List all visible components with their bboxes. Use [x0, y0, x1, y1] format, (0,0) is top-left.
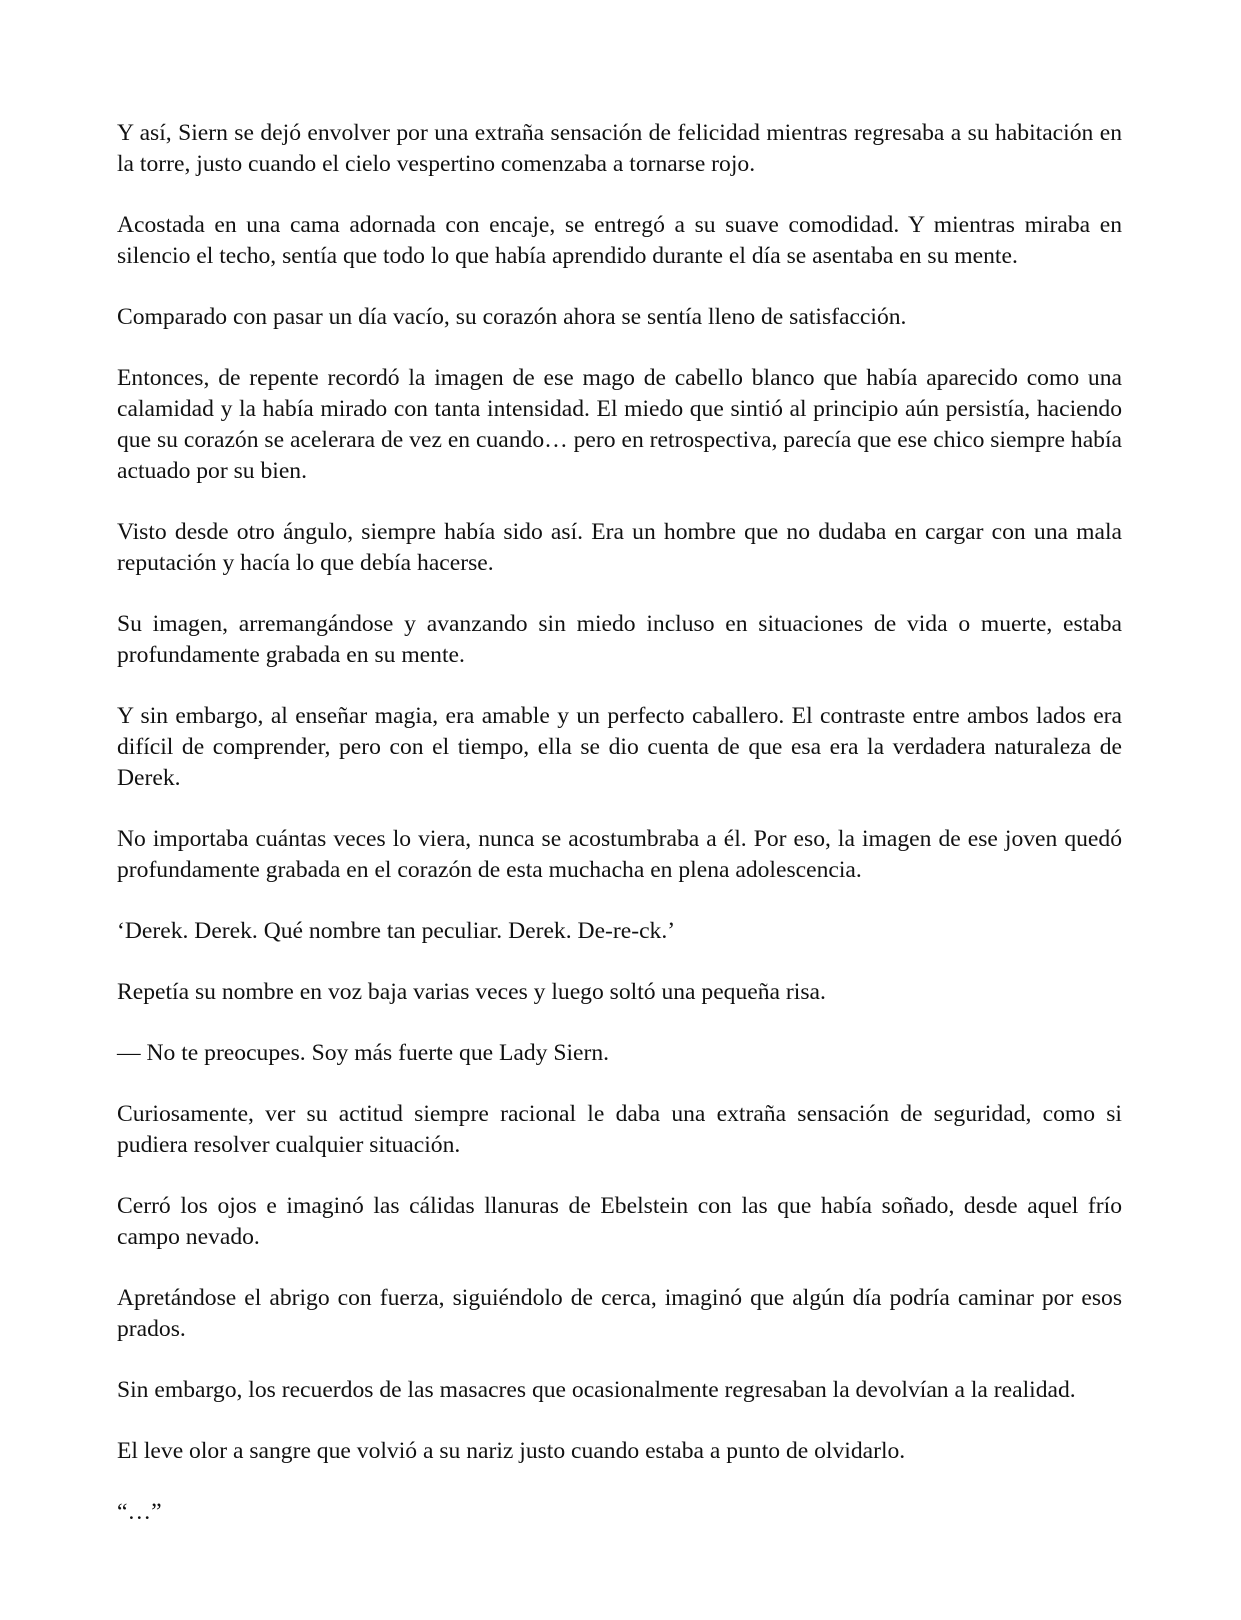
paragraph-13: Cerró los ojos e imaginó las cálidas llanuras de Ebelstein con las que había soñado, desde aquel frío campo nevado. [117, 1193, 1122, 1250]
paragraph-8: No importaba cuántas veces lo viera, nunca se acostumbraba a él. Por eso, la imagen de ese joven quedó profundamente grabada en el corazón de esta muchacha en plena adolescencia. [117, 826, 1122, 883]
paragraph-4: Entonces, de repente recordó la imagen de ese mago de cabello blanco que había aparecido como una calamidad y la había mirado con tanta intensidad. El miedo que sintió al principio aún persistía, haciendo que su corazón se acelerara de vez en cuando… pero en retrospectiva, parecía que ese chico siempre había actuado por su bien. [117, 365, 1122, 484]
paragraph-2: Acostada en una cama adornada con encaje, se entregó a su suave comodidad. Y mientras miraba en silencio el techo, sentía que todo lo que había aprendido durante el día se asentaba en su mente. [117, 212, 1122, 269]
paragraph-11: — No te preocupes. Soy más fuerte que Lady Siern. [117, 1040, 610, 1066]
paragraph-1: Y así, Siern se dejó envolver por una extraña sensación de felicidad mientras regresaba a su habitación en la torre, justo cuando el cielo vespertino comenzaba a tornarse rojo. [117, 120, 1122, 177]
paragraph-5: Visto desde otro ángulo, siempre había sido así. Era un hombre que no dudaba en cargar con una mala reputación y hacía lo que debía hacerse. [117, 519, 1122, 576]
paragraph-10: Repetía su nombre en voz baja varias veces y luego soltó una pequeña risa. [117, 979, 826, 1005]
paragraph-7: Y sin embargo, al enseñar magia, era amable y un perfecto caballero. El contraste entre ambos lados era difícil de comprender, pero con el tiempo, ella se dio cuenta de que esa era la verdadera naturaleza de Derek. [117, 703, 1122, 791]
paragraph-9: ‘Derek. Derek. Qué nombre tan peculiar. Derek. De-re-ck.’ [117, 918, 676, 944]
paragraph-14: Apretándose el abrigo con fuerza, siguiéndolo de cerca, imaginó que algún día podría caminar por esos prados. [117, 1285, 1122, 1342]
paragraph-3: Comparado con pasar un día vacío, su corazón ahora se sentía lleno de satisfacción. [117, 304, 907, 330]
paragraph-16: El leve olor a sangre que volvió a su nariz justo cuando estaba a punto de olvidarlo. [117, 1438, 906, 1464]
paragraph-15: Sin embargo, los recuerdos de las masacres que ocasionalmente regresaban la devolvían a la realidad. [117, 1377, 1076, 1403]
paragraph-6: Su imagen, arremangándose y avanzando sin miedo incluso en situaciones de vida o muerte, estaba profundamente grabada en su mente. [117, 611, 1122, 668]
paragraph-17: “…” [117, 1499, 162, 1525]
paragraph-12: Curiosamente, ver su actitud siempre racional le daba una extraña sensación de seguridad, como si pudiera resolver cualquier situación. [117, 1101, 1122, 1158]
document-body [117, 118, 1122, 1528]
